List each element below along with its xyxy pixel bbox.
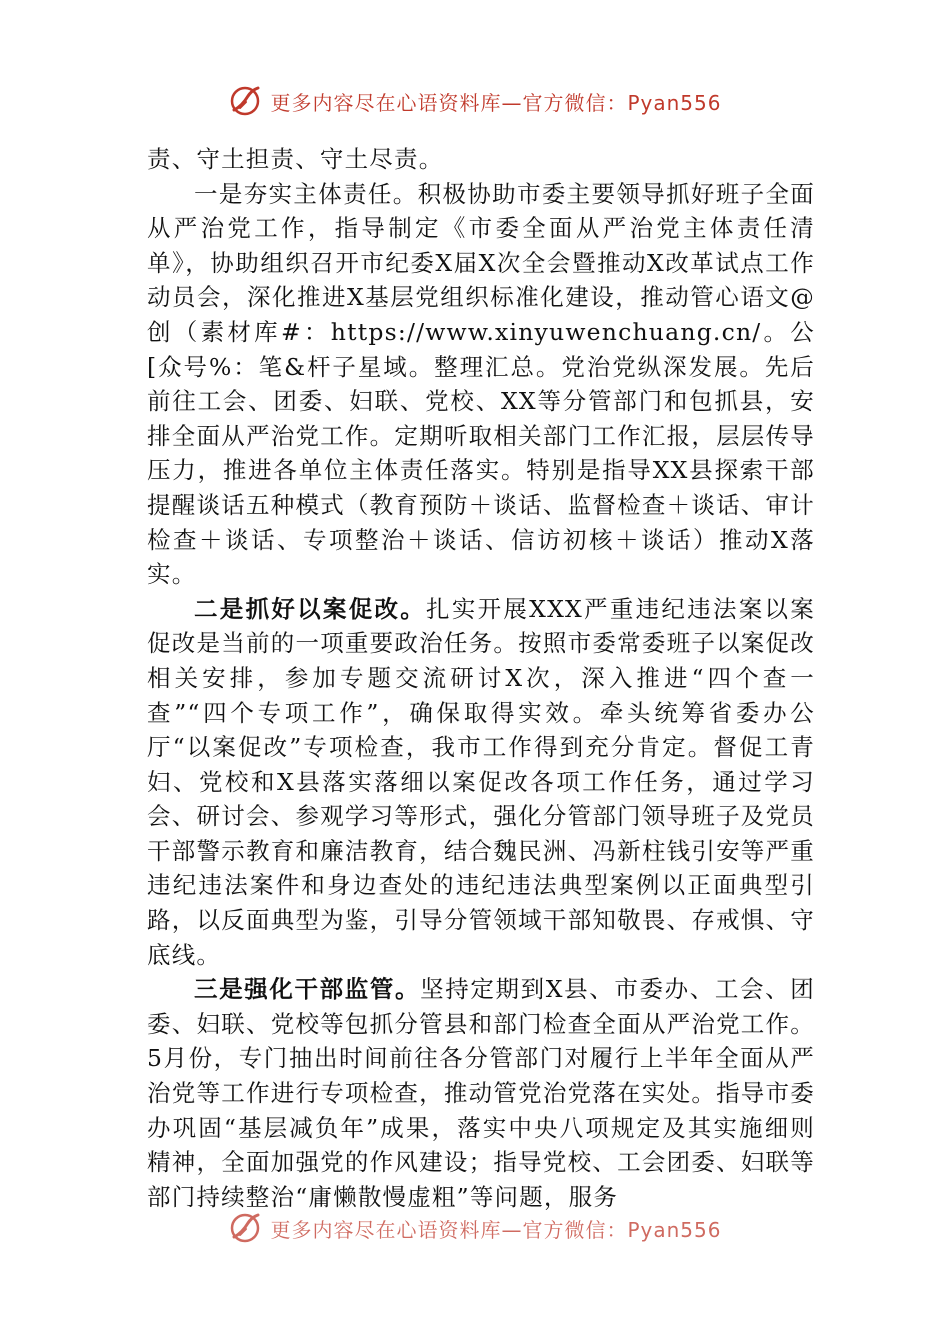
paragraph-lead: 三是强化干部监管。 xyxy=(194,975,421,1004)
paragraph-4 xyxy=(147,972,815,1214)
paragraph-1 xyxy=(147,142,815,177)
paragraph-text: 扎实开展XXX严重违纪违法案以案促改是当前的一项重要政治任务。按照市委常委班子以案促改相关安排，参加专题交流研讨X次，深入推进“四个查一查”“四个专项工作”，确保取得实效。牵头统筹省委办公厅“以案促改”专项检查，我市工作得到充分肯定。督促工青妇、党校和X县落实落细以案促改各项工作任务，通过学习会、研讨会、参观学习等形式，强化分管部门领导班子及党员干部警示教育和廉洁教育，结合魏民洲、冯新柱钱引安等严重违纪违法案件和身边查处的违纪违法典型案例以正面典型引路，以反面典型为鉴，引导分管领域干部知敬畏、存戒惧、守底线。 xyxy=(147,594,815,969)
pen-seal-logo-icon xyxy=(228,84,262,118)
pen-seal-logo-icon xyxy=(228,1211,262,1245)
document-body xyxy=(147,142,815,1214)
paragraph-2 xyxy=(147,177,815,592)
paragraph-text: 坚持定期到X县、市委办、工会、团委、妇联、党校等包抓分管县和部门检查全面从严治党工作。5月份，专门抽出时间前往各分管部门对履行上半年全面从严治党等工作进行专项检查，推动管党治党落在实处。指导市委办巩固“基层减负年”成果，落实中央八项规定及其实施细则精神，全面加强党的作风建设；指导党校、工会团委、妇联等部门持续整治“庸懒散慢虚粗”等问题，服务 xyxy=(147,975,815,1211)
bottom-watermark xyxy=(0,1211,950,1245)
paragraph-lead: 二是抓好以案促改。 xyxy=(194,594,427,623)
watermark-text: 更多内容尽在心语资料库—官方微信：Pyan556 xyxy=(270,1217,722,1242)
watermark-text: 更多内容尽在心语资料库—官方微信：Pyan556 xyxy=(270,90,722,115)
top-watermark xyxy=(0,84,950,118)
paragraph-3 xyxy=(147,592,815,973)
paragraph-text: 一是夯实主体责任。积极协助市委主要领导抓好班子全面从严治党工作，指导制定《市委全面从严治党主体责任清单》，协助组织召开市纪委X届X次全会暨推动X改革试点工作动员会，深化推进X基层党组织标准化建设，推动管心语文@创（素材库#：https://www.xinyuwenchuang.cn/。公[众号%：笔&杆子星域。整理汇总。党治党纵深发展。先后前往工会、团委、妇联、党校、XX等分管部门和包抓县，安排全面从严治党工作。定期听取相关部门工作汇报，层层传导压力，推进各单位主体责任落实。特别是指导XX县探索干部提醒谈话五种模式（教育预防＋谈话、监督检查＋谈话、审计检查＋谈话、专项整治＋谈话、信访初核＋谈话）推动X落实。 xyxy=(147,179,815,589)
paragraph-text: 责、守土担责、守土尽责。 xyxy=(147,145,444,173)
